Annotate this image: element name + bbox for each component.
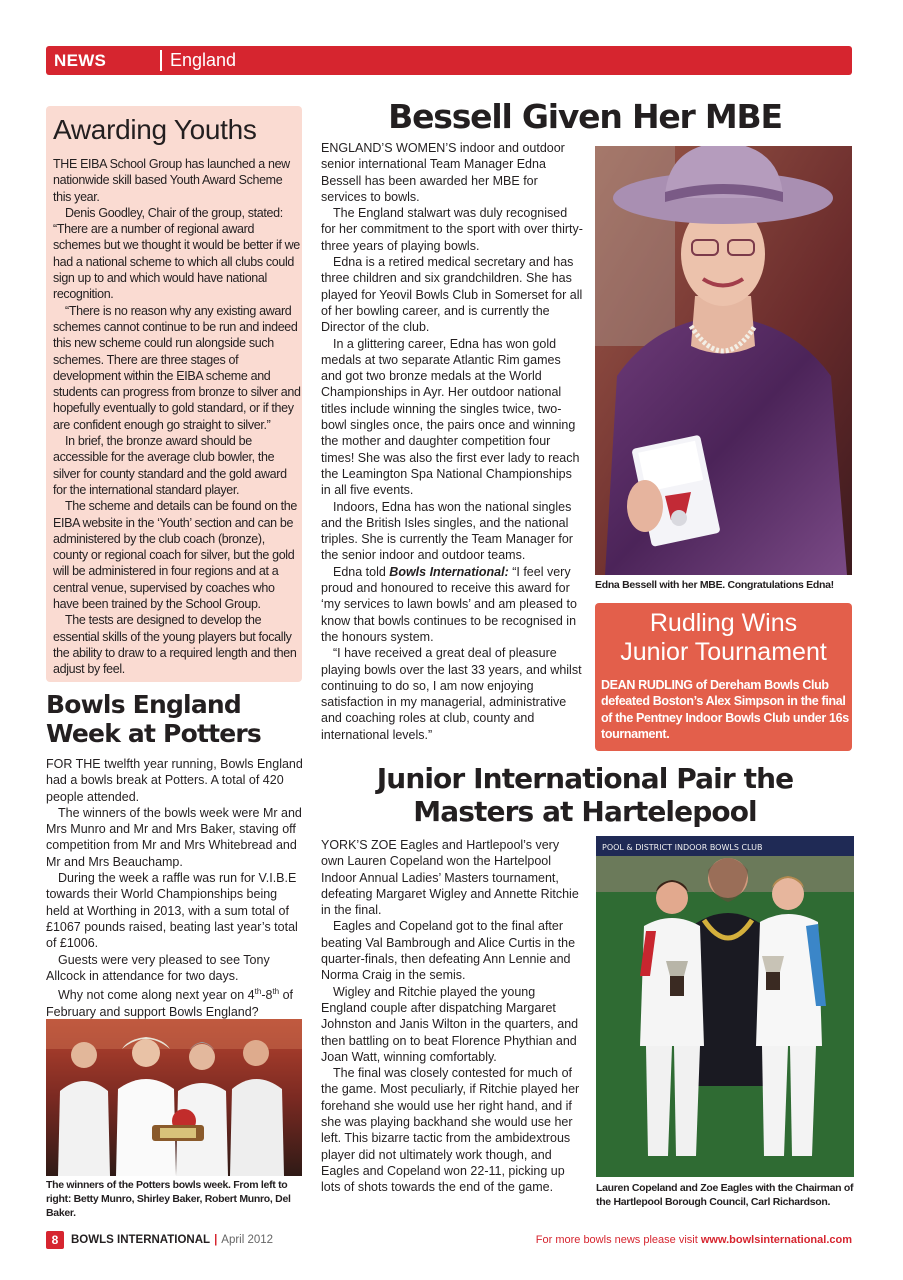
edna-photo-caption: Edna Bessell with her MBE. Congratulations Edna! [595, 579, 834, 591]
section-header-bar [46, 46, 852, 75]
footer-publication [71, 1231, 273, 1249]
footer-separator: | [214, 1234, 218, 1246]
header-divider [160, 50, 162, 71]
hartlepool-photo-caption: Lauren Copeland and Zoe Eagles with the Chairman of the Hartlepool Borough Council, Carl Richardson. [596, 1182, 854, 1208]
region-label: England [170, 50, 237, 70]
paragraph: “There is no reason why any existing award schemes cannot continue to be run and indeed this new scheme could run alongside such schemes. There are three stages of development within the EIBA scheme and students can progress from bronze to silver and hopefully eventually to gold standard, or if they are confident enough go straight to silver.” [53, 303, 301, 432]
footer-promo [536, 1231, 852, 1249]
potters-headline [46, 690, 261, 748]
hartlepool-winners-photo [596, 836, 854, 1177]
rudling-box [595, 603, 852, 751]
potters-headline-line1: Bowls England [46, 690, 241, 719]
junior-headline-line1: Junior International Pair the [376, 762, 794, 795]
potters-photo-caption: The winners of the Potters bowls week. From left to right: Betty Munro, Shirley Baker, Robert Munro, Del Baker. [46, 1179, 291, 1219]
paragraph: Edna is a retired medical secretary and has three children and six grandchildren. She has played for Yeovil Bowls Club in Somerset for all of her bowling career, and is currently the Director of the club. [321, 255, 583, 335]
paragraph: During the week a raffle was run for V.I.B.E towards their World Championships being held at Worthing in 2013, with a sum total of £1067 pounds raised, beating last year’s total of £1006. [46, 871, 298, 951]
rudling-headline-line2: Junior Tournament [620, 638, 827, 666]
publication-name: BOWLS INTERNATIONAL [71, 1234, 211, 1246]
paragraph: Wigley and Ritchie played the young England couple after dispatching Margaret Johnston and Janis Wilton in the quarters, and then battling on to beat Florence Phythian and Joan Watt, winning comfortably. [321, 984, 579, 1064]
awarding-youths-body [53, 156, 301, 678]
club-banner-text: POOL & DISTRICT INDOOR BOWLS CLUB [602, 843, 763, 852]
paragraph: In a glittering career, Edna has won gold medals at two separate Atlantic Rim games and got two bronze medals at the World Championships in Ayr. Her outdoor national titles include winning the singles twice, two-bowl singles once, the pairs once and winning the mother and daughter competition four times! She was also the first ever lady to reach the Leamington Spa National Championships in all five events. [321, 336, 580, 498]
paragraph: YORK’S ZOE Eagles and Hartlepool’s very own Lauren Copeland won the Hartelpool Indoor Annual Ladies’ Masters tournament, defeating Margaret Wigley and Annette Ritchie in the final. [321, 838, 579, 918]
paragraph: Why not come along next year on 4th-8th of February and support Bowls England? [46, 987, 294, 1019]
rudling-body: DEAN RUDLING of Dereham Bowls Club defeated Boston’s Alex Simpson in the final of the Pentney Indoor Bowls Club under 16s tournament. [601, 678, 849, 741]
publication-name: Bowls International: [389, 564, 509, 579]
paragraph: The England stalwart was duly recognised for her commitment to the sport with over thirty-three years of playing bowls. [321, 206, 583, 253]
junior-headline [318, 762, 852, 828]
potters-winners-photo [46, 1019, 302, 1176]
paragraph: Denis Goodley, Chair of the group, stated: “There are a number of regional award schemes but we thought it would be better if we had a national scheme to which all clubs could sign up to and which would have national recognition. [53, 205, 300, 302]
paragraph: “I have received a great deal of pleasure playing bowls over the last 33 years, and whilst continuing to do so, I am now enjoying satisfaction in my managerial, administrative and coaching roles at club, county and international levels.” [321, 646, 582, 742]
junior-body [321, 837, 583, 1196]
junior-headline-line2: Masters at Hartelepool [413, 795, 757, 828]
paragraph: The winners of the bowls week were Mr and Mrs Munro and Mr and Mrs Baker, staving off competition from Mr and Mrs Whitebread and Mr and Mrs Beauchamp. [46, 805, 302, 869]
awarding-youths-box [46, 106, 302, 682]
paragraph: Guests were very pleased to see Tony Allcock in attendance for two days. [46, 952, 270, 983]
issue-date: April 2012 [221, 1234, 274, 1246]
paragraph: THE EIBA School Group has launched a new nationwide skill based Youth Award Scheme this year. [53, 157, 290, 204]
section-label: NEWS [54, 51, 107, 70]
paragraph: Indoors, Edna has won the national singles and the British Isles singles, and the national triples. She is currently the Team Manager for the senior indoor and outdoor teams. [321, 499, 573, 563]
rudling-headline-line1: Rudling Wins [649, 609, 798, 637]
paragraph: The tests are designed to develop the essential skills of the young players but focally the ability to draw to a required length and then adjust by feel. [53, 613, 297, 677]
mbe-body [321, 140, 583, 743]
rudling-headline [595, 609, 852, 667]
page-number: 8 [46, 1231, 64, 1249]
awarding-youths-title: Awarding Youths [53, 114, 257, 145]
paragraph: Edna told Bowls International: “I feel very proud and honoured to receive this award for ‘my services to lawn bowls’ and am pleased to know that bowls continues to be recognised in the honours system. [321, 564, 577, 644]
mbe-headline: Bessell Given Her MBE [388, 97, 782, 136]
potters-body [46, 756, 304, 1020]
website-link[interactable]: www.bowlsinternational.com [700, 1234, 852, 1246]
paragraph: In brief, the bronze award should be accessible for the average club bowler, the silver for county standard and the gold award for the international standard player. [53, 434, 287, 497]
edna-bessell-photo [595, 146, 852, 575]
paragraph: ENGLAND’S WOMEN’S indoor and outdoor senior international Team Manager Edna Bessell has been awarded her MBE for services to bowls. [321, 141, 565, 204]
paragraph: Eagles and Copeland got to the final after beating Val Bambrough and Alice Curtis in the quarter-finals, then defeating Ann Lennie and Norma Craig in the semis. [321, 919, 576, 983]
paragraph: FOR THE twelfth year running, Bowls England had a bowls break at Potters. A total of 420 people attended. [46, 757, 303, 804]
paragraph: The final was closely contested for much of the game. Most peculiarly, if Ritchie played her forehand she would use her right hand, and if she was playing backhand she would use her left. This bizarre tactic from the ambidextrous player did not ultimately work though, and Eagles and Copeland won 22-11, picking up lots of shots towards the end of the game. [321, 1066, 580, 1195]
paragraph: The scheme and details can be found on the EIBA website in the ‘Youth’ section and can be administered by the club coach (bronze), county or regional coach for silver, but the gold will be administered in four regions and at a central venue, supervised by coaches who have been trained by the School Group. [53, 499, 297, 612]
potters-headline-line2: Week at Potters [46, 719, 262, 748]
promo-text: For more bowls news please visit [535, 1234, 701, 1246]
